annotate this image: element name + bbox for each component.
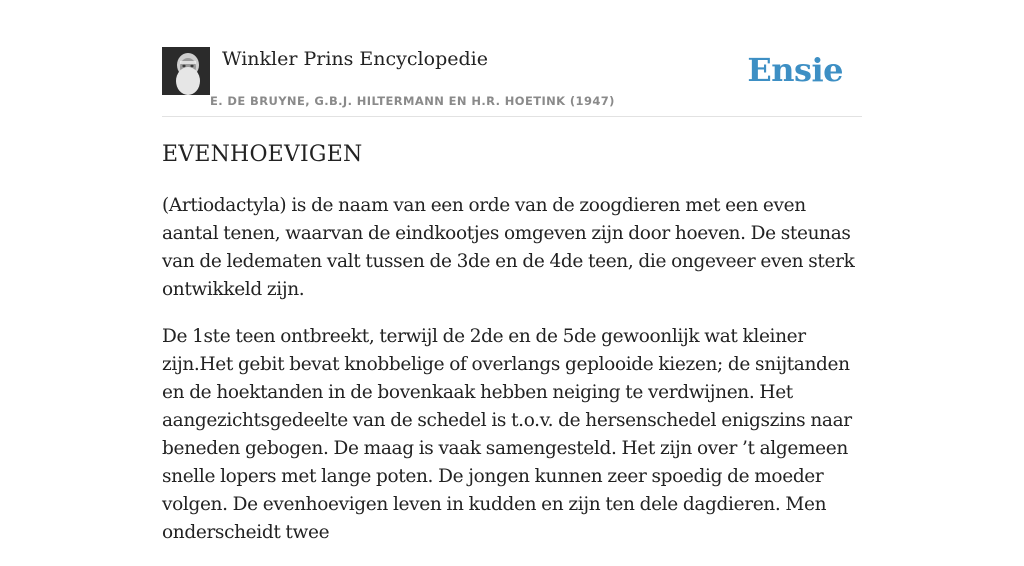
book-title[interactable]: Winkler Prins Encyclopedie [222,48,488,70]
article-paragraph-1: (Artiodactyla) is de naam van een orde van de zoogdieren met een even aantal tenen, waarvan de eindkootjes omgeven zijn door hoeven. De steunas van de ledematen valt tussen de 3de en de 4de teen, die ongeveer even sterk ontwikkeld zijn. [162,195,855,300]
author-avatar[interactable] [162,47,210,95]
author-portrait-icon [162,47,210,95]
entry-title: EVENHOEVIGEN [162,142,363,167]
book-header [162,44,862,117]
article-paragraph-2: De 1ste teen ontbreekt, terwijl de 2de en de 5de gewoonlijk wat kleiner zijn.Het gebit bevat knobbelige of overlangs geplooide kiezen; de snijtanden en de hoektanden in de bovenkaak hebben neiging te verdwijnen. Het aangezichtsgedeelte van de schedel is t.o.v. de hersenschedel enigszins naar beneden gebogen. De maag is vaak samengesteld. Het zijn over ’t algemeen snelle lopers met lange poten. De jongen kunnen zeer spoedig de moeder volgen. De evenhoevigen leven in kudden en zijn ten dele dagdieren. Men onderscheidt twee [162,326,852,543]
book-authors: E. DE BRUYNE, G.B.J. HILTERMANN EN H.R. HOETINK (1947) [210,94,615,108]
ensie-logo-link[interactable]: Ensie [747,51,843,89]
article-body [162,192,862,566]
